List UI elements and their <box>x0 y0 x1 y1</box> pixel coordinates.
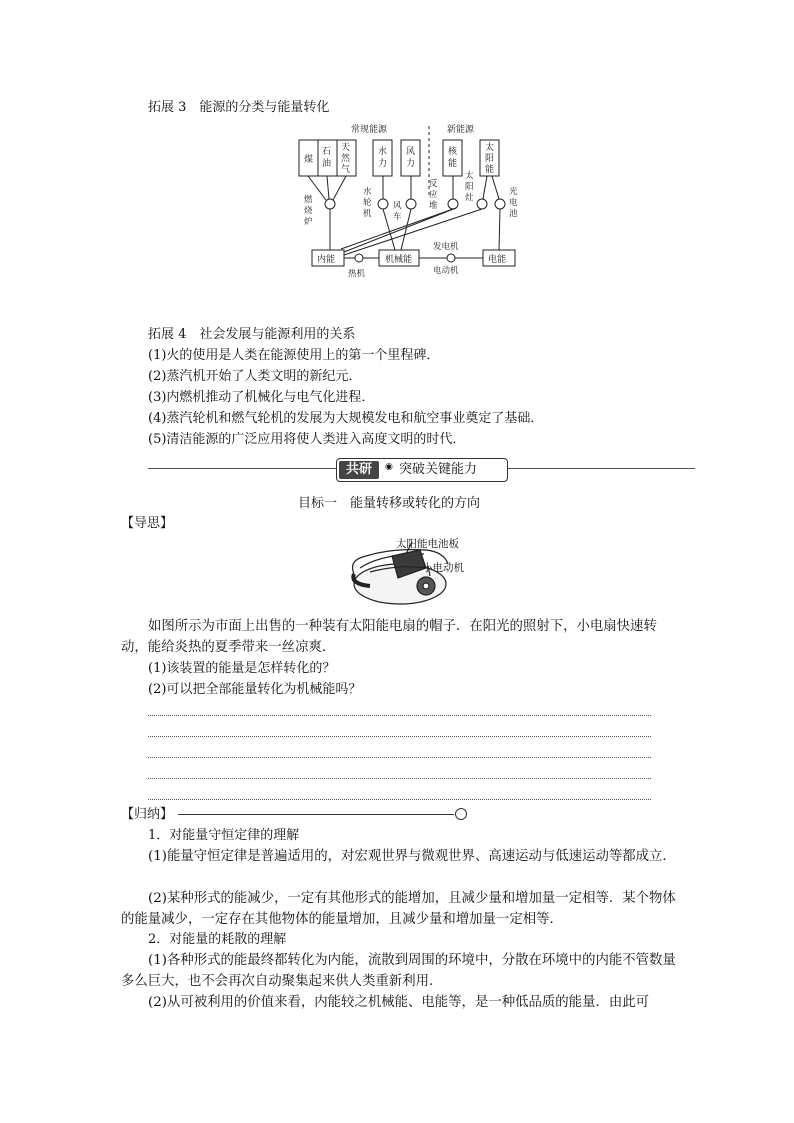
s1-p2: (2)某种形式的能减少，一定有其他形式的能增加，且减少量和增加量一定相等．某个物体的能量减少，一定存在其他物体的能量增加，且减少量和增加量一定相等． <box>121 891 676 927</box>
label-conventional: 常规能源 <box>351 125 388 135</box>
target1-title: 目标一 能量转移或转化的方向 <box>298 496 481 511</box>
form-mechanical: 机械能 <box>385 255 413 265</box>
ext4-item-4: (4)蒸汽轮机和燃气轮机的发展为大规模发电和航空事业奠定了基础． <box>148 411 544 426</box>
label-heat-engine: 热机 <box>348 269 366 278</box>
summary-rule <box>178 814 454 815</box>
section-banner <box>336 458 508 482</box>
s2-p1: (1)各种形式的能最终都转化为内能，流散到周围的环境中，分散在环境中的内能不管数量多么巨大，也不会再次自动聚集起来供人类重新利用． <box>121 953 676 989</box>
svg-text:水: 水 <box>378 147 388 157</box>
bullet-icon: ◉ <box>385 462 393 472</box>
svg-text:阳: 阳 <box>465 182 474 192</box>
svg-text:煤: 煤 <box>304 155 314 165</box>
svg-text:炉: 炉 <box>304 217 313 227</box>
svg-text:天: 天 <box>341 143 351 153</box>
svg-text:核: 核 <box>448 147 458 157</box>
svg-text:石: 石 <box>322 147 332 157</box>
svg-text:阳: 阳 <box>485 154 495 164</box>
guide-q1: (1)该装置的能量是怎样转化的？ <box>148 661 336 676</box>
svg-text:能: 能 <box>448 159 458 169</box>
fig-label-panel: 太阳能电池板 <box>396 538 459 550</box>
energy-classification-diagram <box>295 118 535 278</box>
svg-text:然: 然 <box>341 154 351 164</box>
form-internal: 内能 <box>317 255 336 265</box>
svg-text:灶: 灶 <box>465 193 474 203</box>
banner-text: 突破关键能力 <box>399 462 478 477</box>
label-generator: 发电机 <box>433 242 459 252</box>
ext4-item-1: (1)火的使用是人类在能源使用上的第一个里程碑． <box>148 348 440 363</box>
label-motor: 电动机 <box>433 266 459 276</box>
svg-text:力: 力 <box>378 159 388 169</box>
svg-text:反: 反 <box>429 179 438 189</box>
svg-text:堆: 堆 <box>429 201 438 211</box>
banner-line-right <box>505 468 695 469</box>
svg-text:太: 太 <box>465 171 474 181</box>
guide-intro: 如图所示为市面上出售的一种装有太阳能电扇的帽子．在阳光的照射下，小电扇快速转动，能给炎热的夏季带来一丝凉爽． <box>121 619 657 655</box>
ext4-item-5: (5)清洁能源的广泛应用将使人类进入高度文明的时代． <box>148 432 466 447</box>
ext4-item-2: (2)蒸汽机开始了人类文明的新纪元． <box>148 369 362 384</box>
svg-text:光: 光 <box>509 187 518 197</box>
banner-line-left <box>148 468 338 469</box>
svg-text:车: 车 <box>393 212 402 222</box>
guide-q2: (2)可以把全部能量转化为机械能吗？ <box>148 682 362 697</box>
svg-text:油: 油 <box>322 159 332 169</box>
ext4-heading: 拓展 4 社会发展与能源利用的关系 <box>148 327 356 342</box>
svg-text:机: 机 <box>363 209 372 219</box>
ext4-item-3: (3)内燃机推动了机械化与电气化进程． <box>148 390 375 405</box>
svg-text:燃: 燃 <box>304 195 313 205</box>
answer-line <box>148 736 651 737</box>
ext3-heading: 拓展 3 能源的分类与能量转化 <box>148 100 330 115</box>
summary-circle-icon <box>455 808 467 820</box>
answer-line <box>148 778 651 779</box>
answer-line <box>148 799 651 800</box>
svg-text:风: 风 <box>393 201 402 211</box>
svg-text:应: 应 <box>429 190 438 200</box>
svg-text:能: 能 <box>485 165 495 175</box>
s1-p1: (1)能量守恒定律是普遍适用的，对宏观世界与微观世界、高速运动与低速运动等都成立． <box>148 849 676 864</box>
answer-line <box>148 715 651 716</box>
label-new-energy: 新能源 <box>447 125 475 135</box>
svg-text:气: 气 <box>341 165 351 175</box>
svg-text:力: 力 <box>406 159 416 169</box>
svg-text:风: 风 <box>406 147 416 157</box>
svg-text:轮: 轮 <box>363 198 372 208</box>
s2-title: 2．对能量的耗散的理解 <box>148 932 287 947</box>
fig-label-motor: 小电动机 <box>422 562 464 574</box>
answer-line <box>148 757 651 758</box>
svg-text:太: 太 <box>485 143 495 153</box>
s1-title: 1．对能量守恒定律的理解 <box>148 828 300 843</box>
banner-tag: 共研 <box>339 461 379 479</box>
summary-label: 【归纳】 <box>121 807 174 822</box>
svg-text:池: 池 <box>509 209 518 219</box>
svg-text:水: 水 <box>363 187 372 197</box>
svg-text:烧: 烧 <box>304 206 313 216</box>
s2-p2: (2)从可被利用的价值来看，内能较之机械能、电能等，是一种低品质的能量．由此可 <box>148 995 650 1010</box>
guide-label: 【导思】 <box>121 516 174 531</box>
svg-text:电: 电 <box>509 198 518 208</box>
form-electric: 电能 <box>488 255 507 265</box>
